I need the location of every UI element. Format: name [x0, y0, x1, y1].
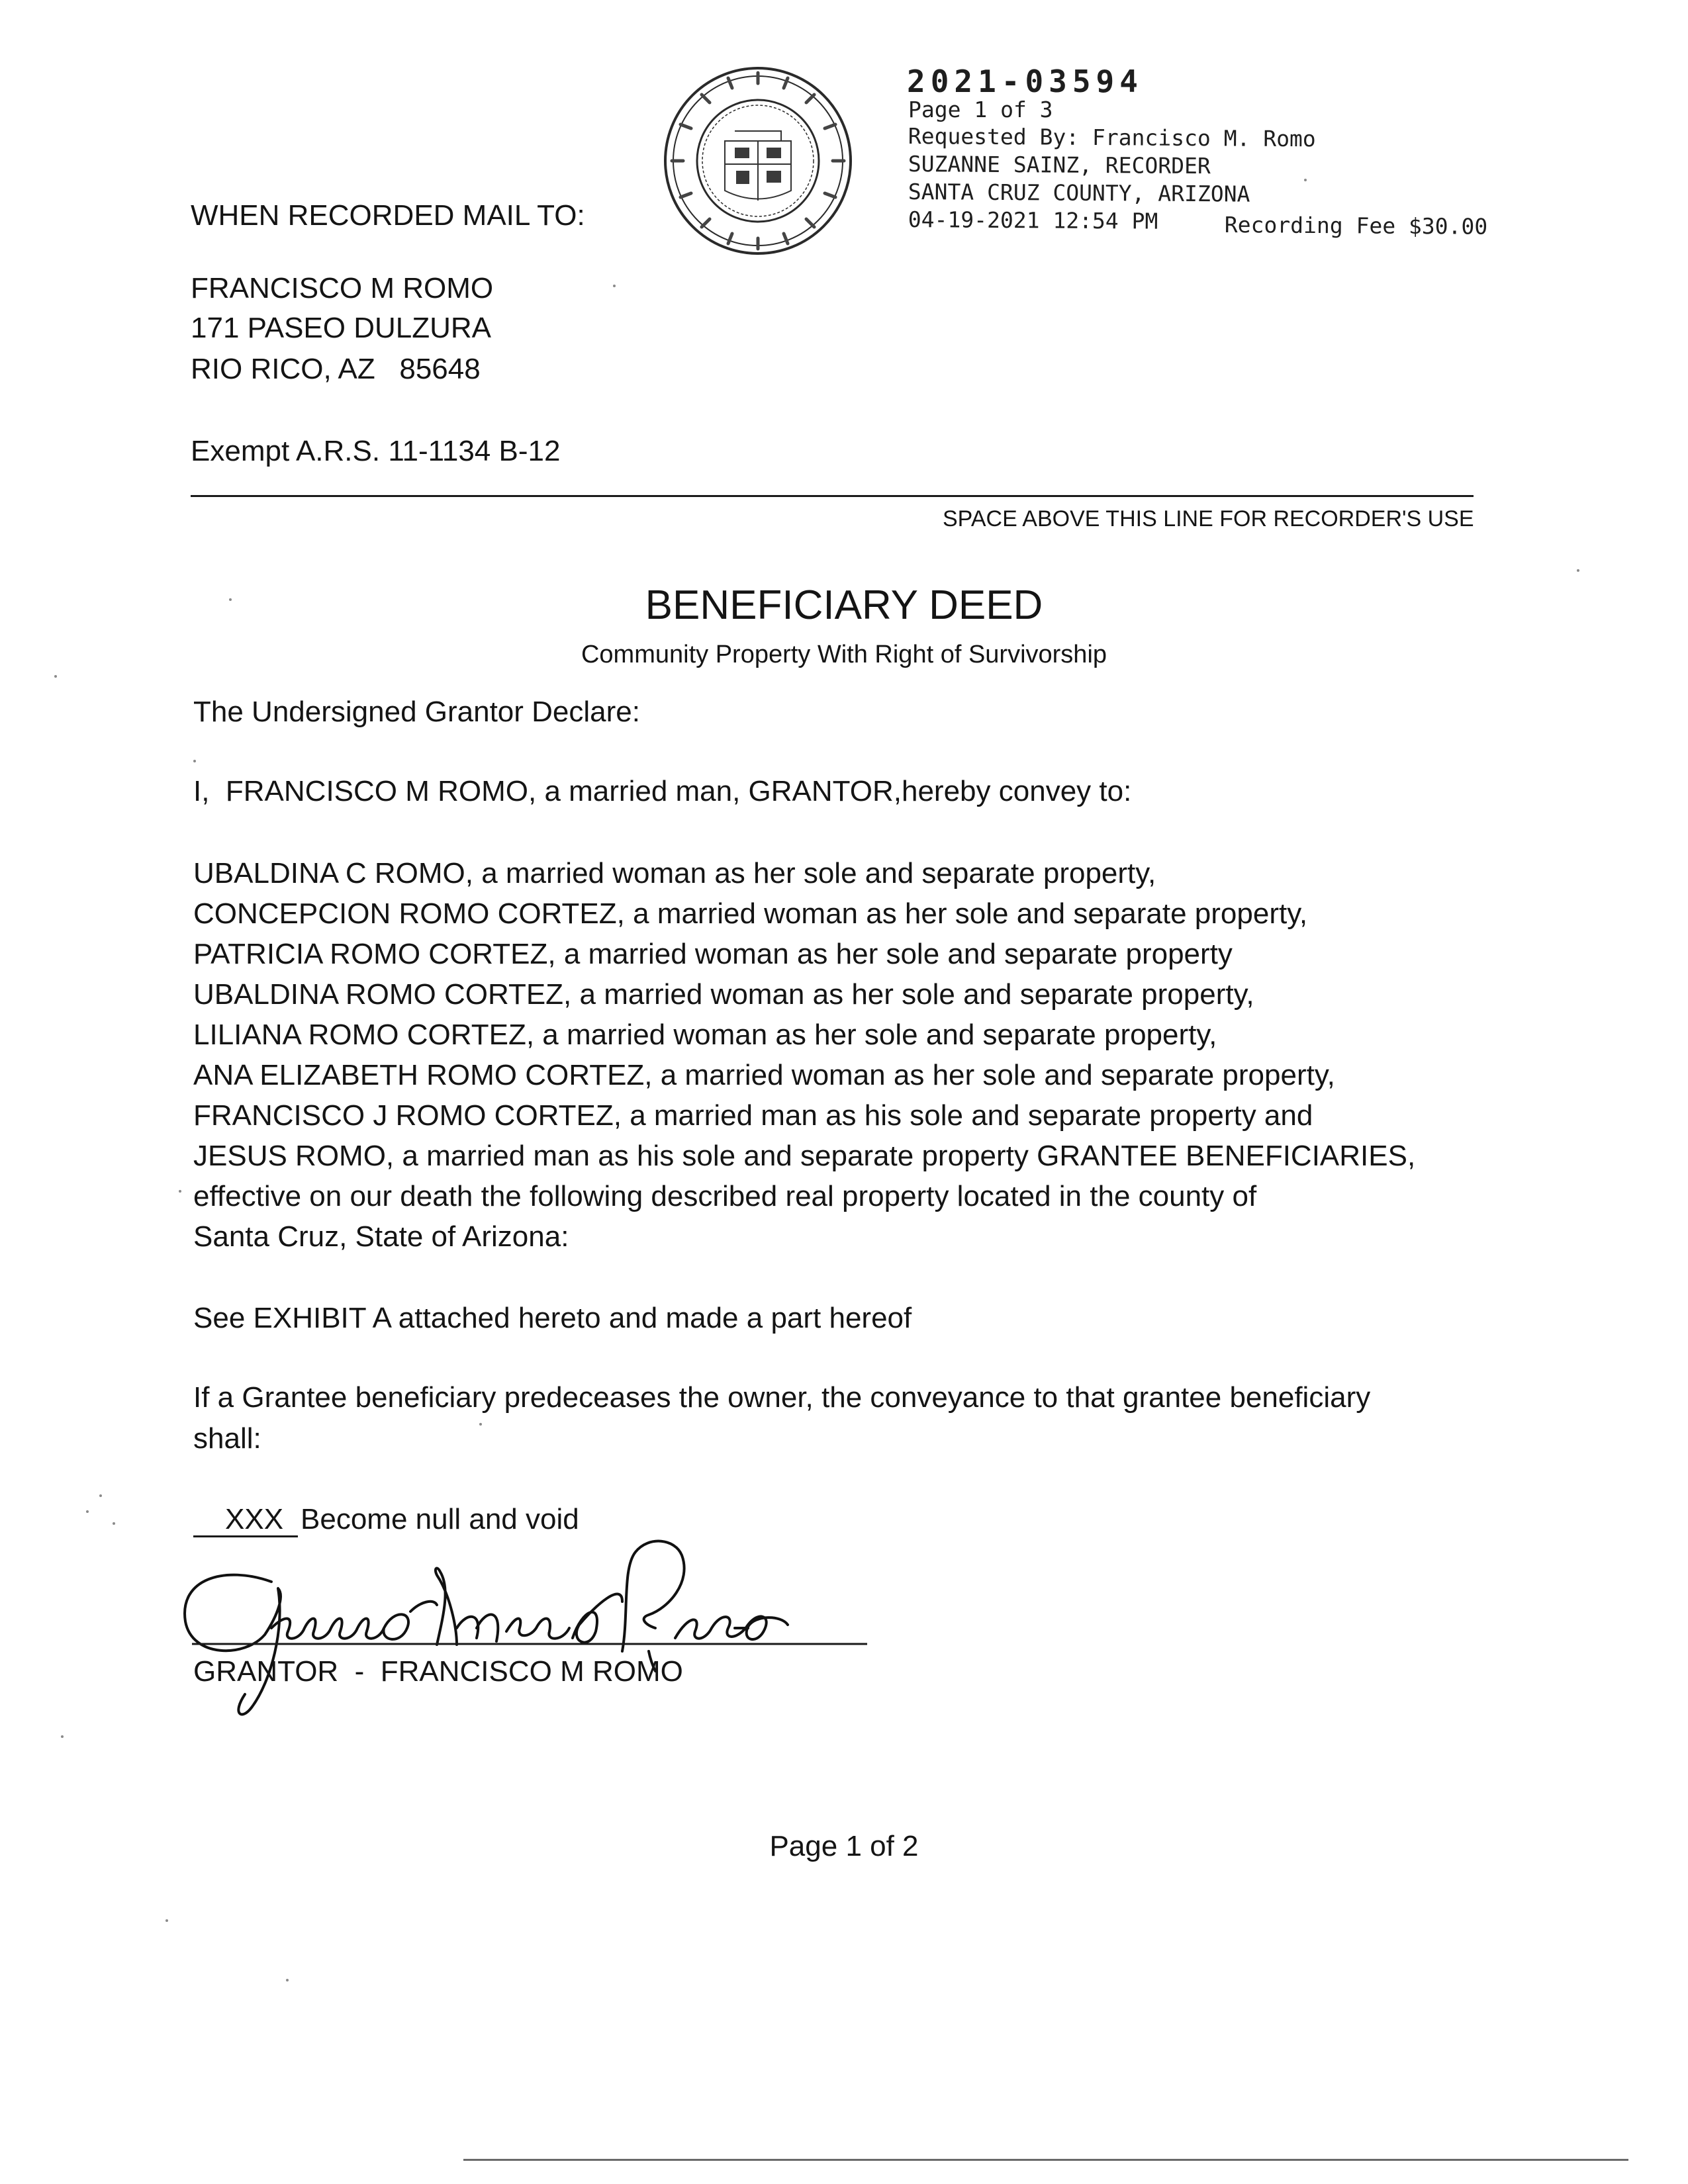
- recorder-divider: [191, 495, 1474, 497]
- mail-to-heading: WHEN RECORDED MAIL TO:: [191, 199, 585, 232]
- scan-speck: [113, 1522, 115, 1525]
- grantee-line: FRANCISCO J ROMO CORTEZ, a married man as his sole and separate property and: [193, 1099, 1313, 1132]
- grantee-line: JESUS ROMO, a married man as his sole and separate property GRANTEE BENEFICIARIES,: [193, 1140, 1416, 1172]
- exempt-citation: Exempt A.R.S. 11-1134 B-12: [191, 435, 561, 467]
- scan-speck: [179, 1190, 181, 1193]
- location-line: Santa Cruz, State of Arizona:: [193, 1220, 569, 1253]
- predecease-clause: If a Grantee beneficiary predeceases the owner, the conveyance to that grantee beneficiary: [193, 1381, 1371, 1414]
- scan-speck: [54, 675, 57, 678]
- scan-speck: [86, 1510, 89, 1513]
- scan-speck: [286, 1979, 289, 1981]
- footer-page-number: Page 1 of 2: [769, 1830, 919, 1862]
- stamp-page-info: Page 1 of 3: [908, 97, 1053, 122]
- mail-to-street: 171 PASEO DULZURA: [191, 312, 492, 344]
- grantee-line: ANA ELIZABETH ROMO CORTEZ, a married woman as her sole and separate property,: [193, 1059, 1335, 1091]
- grantee-line: PATRICIA ROMO CORTEZ, a married woman as her sole and separate property: [193, 938, 1233, 970]
- signature-caption: GRANTOR - FRANCISCO M ROMO: [193, 1655, 683, 1688]
- grantor-statement: I, FRANCISCO M ROMO, a married man, GRANTOR,hereby convey to:: [193, 775, 1132, 807]
- effective-line: effective on our death the following described real property located in the county of: [193, 1180, 1257, 1212]
- grantee-line: UBALDINA C ROMO, a married woman as her sole and separate property,: [193, 857, 1156, 889]
- deed-subtitle: Community Property With Right of Survivorship: [581, 641, 1107, 668]
- grantee-list: [193, 854, 1415, 1257]
- scan-edge-line: [463, 2159, 1628, 2161]
- recorder-use-note: SPACE ABOVE THIS LINE FOR RECORDER'S USE: [943, 506, 1474, 531]
- scan-speck: [1304, 179, 1307, 181]
- scan-speck: [193, 760, 196, 762]
- exhibit-reference: See EXHIBIT A attached hereto and made a part hereof: [193, 1302, 912, 1334]
- intro-line: The Undersigned Grantor Declare:: [193, 696, 640, 728]
- stamp-fee: Recording Fee $30.00: [1224, 212, 1488, 240]
- grantee-line: UBALDINA ROMO CORTEZ, a married woman as her sole and separate property,: [193, 978, 1254, 1011]
- scan-speck: [61, 1735, 64, 1738]
- option-text: Become null and void: [301, 1503, 579, 1535]
- option-mark: XXX: [225, 1503, 284, 1535]
- grantee-line: LILIANA ROMO CORTEZ, a married woman as her sole and separate property,: [193, 1019, 1217, 1051]
- grantee-line: CONCEPCION ROMO CORTEZ, a married woman as her sole and separate property,: [193, 897, 1308, 930]
- scan-speck: [165, 1919, 168, 1922]
- scan-speck: [99, 1494, 102, 1497]
- stamp-requested-by: Requested By: Francisco M. Romo: [908, 123, 1316, 152]
- stamp-date-time: 04-19-2021 12:54 PM: [908, 206, 1158, 234]
- county-seal: [662, 65, 854, 257]
- predecease-clause-end: shall:: [193, 1422, 261, 1455]
- grantor-signature: [172, 1516, 874, 1734]
- scan-speck: [479, 1423, 482, 1426]
- scan-speck: [1577, 569, 1579, 572]
- deed-title: BENEFICIARY DEED: [645, 582, 1043, 628]
- stamp-recorder: SUZANNE SAINZ, RECORDER: [908, 151, 1211, 179]
- scan-speck: [613, 285, 616, 287]
- document-number: 2021-03594: [907, 64, 1143, 99]
- stamp-county: SANTA CRUZ COUNTY, ARIZONA: [908, 179, 1250, 207]
- scan-speck: [229, 598, 232, 601]
- mail-to-name: FRANCISCO M ROMO: [191, 272, 494, 304]
- mail-to-city: RIO RICO, AZ 85648: [191, 353, 481, 385]
